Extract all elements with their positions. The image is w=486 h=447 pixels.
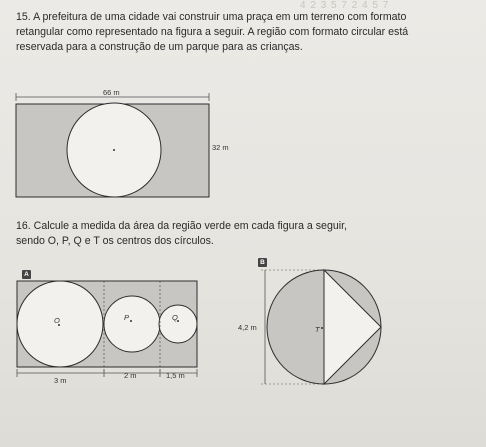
figure-b-height-label: 4,2 m	[238, 323, 257, 332]
figure-b-badge: B	[258, 258, 267, 267]
question-15-line-2: retangular como representado na figura a seguir. A região com formato circular está	[16, 26, 409, 38]
question-16-line-1: 16. Calcule a medida da área da região verde em cada figura a seguir,	[16, 220, 347, 232]
label-o: O	[54, 316, 60, 325]
height-label: 32 m	[212, 143, 229, 152]
center-t-dot	[321, 327, 323, 329]
question-15-line-3: reservada para a construção de um parque para as crianças.	[16, 41, 303, 53]
label-p: P	[124, 313, 130, 322]
figure-a-badge: A	[22, 270, 31, 279]
length-label-2m: 2 m	[124, 371, 137, 380]
width-label: 66 m	[103, 88, 120, 97]
label-q: Q	[172, 313, 178, 322]
label-t: T	[315, 325, 320, 334]
length-label-1-5m: 1,5 m	[166, 371, 185, 380]
question-15-line-1: 15. A prefeitura de uma cidade vai construir uma praça em um terreno com formato	[16, 11, 407, 23]
bleed-through-text: 4 2 3 5 7 2 4 5 7	[300, 0, 390, 10]
length-label-3m: 3 m	[54, 376, 67, 385]
question-16-line-2: sendo O, P, Q e T os centros dos círculos.	[16, 235, 214, 247]
